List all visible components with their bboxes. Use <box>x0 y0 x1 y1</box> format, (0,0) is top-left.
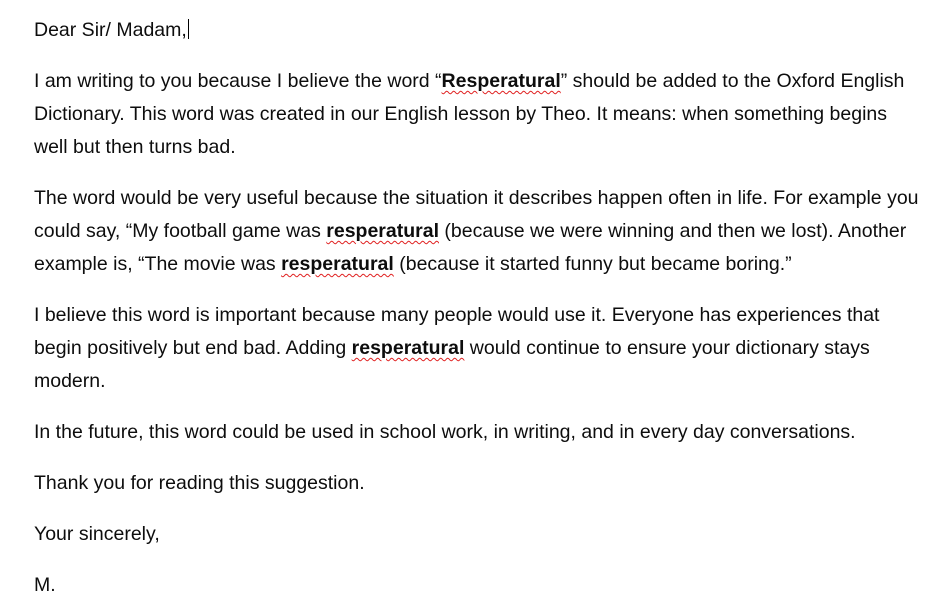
paragraph-1[interactable] <box>34 65 920 164</box>
text-run: I believe this word is important because many people would use it. Everyone has experiences that begin positively but end bad. Adding <box>34 304 880 359</box>
misspelled-word[interactable]: resperatural <box>281 253 394 275</box>
paragraph-signoff[interactable] <box>34 518 920 551</box>
paragraph-2[interactable] <box>34 182 920 281</box>
text-run: ” should be added to the Oxford English Dictionary. This word was created in our English lesson by Theo. It means: when something begins well but then turns bad. <box>34 70 905 158</box>
document-body[interactable] <box>34 14 920 602</box>
paragraph-5[interactable] <box>34 467 920 500</box>
text-run: (because it started funny but became boring.” <box>393 253 792 275</box>
text-cursor <box>188 19 189 39</box>
misspelled-word[interactable]: resperatural <box>351 337 465 359</box>
text-run: In the future, this word could be used in school work, in writing, and in every day conversations. <box>34 421 856 443</box>
text-run: Thank you for reading this suggestion. <box>34 472 365 494</box>
text-run: The word would be very useful because the situation it describes happen often in life. For example you could say, “My football game was <box>34 187 919 242</box>
text-run: Your sincerely, <box>34 523 160 545</box>
misspelled-word[interactable]: resperatural <box>326 220 439 242</box>
misspelled-word[interactable]: Resperatural <box>441 70 561 92</box>
text-run: I am writing to you because I believe the word “ <box>34 70 442 92</box>
paragraph-salutation[interactable] <box>34 14 920 47</box>
paragraph-4[interactable] <box>34 416 920 449</box>
paragraph-3[interactable] <box>34 299 920 398</box>
text-run: M. <box>34 574 56 596</box>
paragraph-signature[interactable] <box>34 569 920 602</box>
text-run: (because we were winning and then we lost). Another example is, “The movie was <box>34 220 907 275</box>
text-run: would continue to ensure your dictionary stays modern. <box>34 337 870 392</box>
salutation-text: Dear Sir/ Madam, <box>34 19 187 41</box>
